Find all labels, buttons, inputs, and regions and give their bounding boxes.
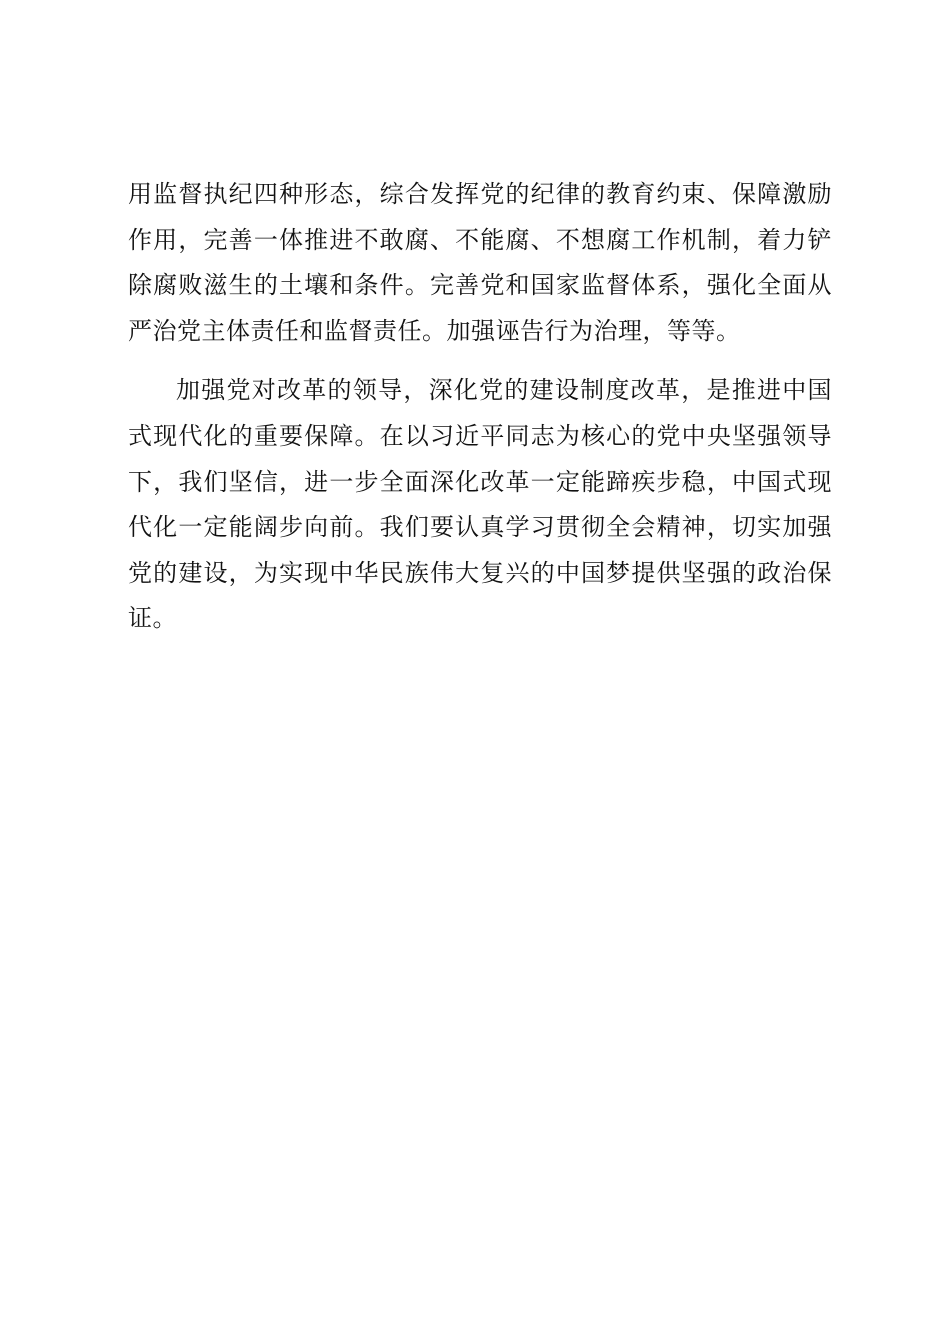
paragraph-conclusion: 加强党对改革的领导，深化党的建设制度改革，是推进中国式现代化的重要保障。在以习近平同志为核心的党中央坚强领导下，我们坚信，进一步全面深化改革一定能蹄疾步稳，中国式现代化一定能阔步向前。我们要认真学习贯彻全会精神，切实加强党的建设，为实现中华民族伟大复兴的中国梦提供坚强的政治保证。 — [128, 376, 832, 633]
document-body — [128, 172, 832, 642]
paragraph-continuation: 用监督执纪四种形态，综合发挥党的纪律的教育约束、保障激励作用，完善一体推进不敢腐、不能腐、不想腐工作机制，着力铲除腐败滋生的土壤和条件。完善党和国家监督体系，强化全面从严治党主体责任和监督责任。加强诬告行为治理，等等。 — [128, 180, 832, 345]
